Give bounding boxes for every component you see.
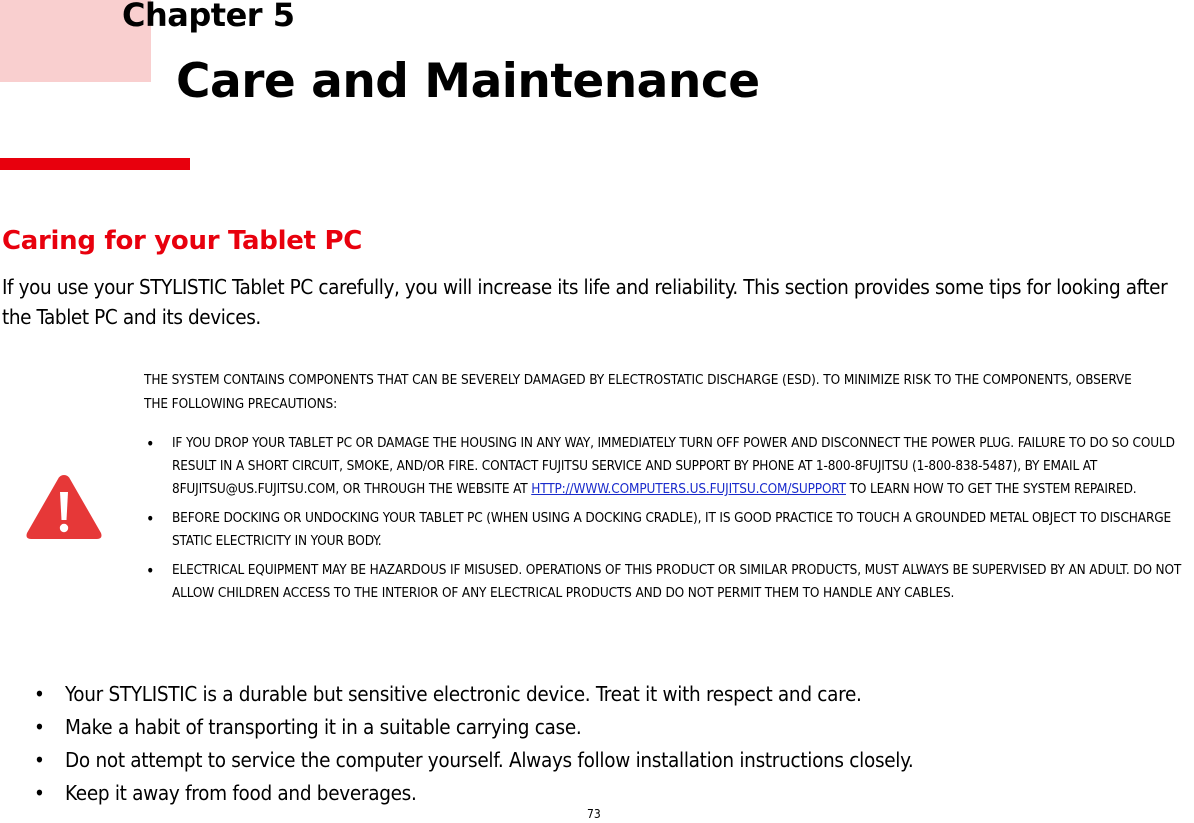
bullet: • (146, 561, 155, 580)
caution-item (144, 507, 1189, 553)
care-tip (34, 777, 913, 810)
chapter-title: Care and Maintenance (176, 54, 760, 109)
care-tips-list (34, 678, 913, 810)
care-tip-text: Make a habit of transporting it in a suitable carrying case. (65, 715, 582, 739)
care-tip-text: Your STYLISTIC is a durable but sensitive electronic device. Treat it with respect and care. (65, 682, 862, 706)
bullet: • (34, 682, 45, 706)
chapter-divider (0, 158, 190, 170)
care-tip (34, 744, 913, 777)
support-link[interactable]: HTTP://WWW.COMPUTERS.US.FUJITSU.COM/SUPPORT (531, 481, 846, 497)
bullet: • (34, 748, 45, 772)
caution-item-text: BEFORE DOCKING OR UNDOCKING YOUR TABLET PC (WHEN USING A DOCKING CRADLE), IT IS GOOD PRACTICE TO TOUCH A GROUNDED METAL OBJECT TO DISCHARGE STATIC ELECTRICITY IN YOUR BODY. (172, 510, 1172, 549)
caution-list (144, 432, 1189, 611)
page-number: 73 (587, 807, 601, 821)
bullet: • (34, 781, 45, 805)
bullet: • (34, 715, 45, 739)
caution-item-text: TO LEARN HOW TO GET THE SYSTEM REPAIRED. (845, 481, 1137, 497)
bullet: • (146, 434, 155, 453)
caution-heading: THE SYSTEM CONTAINS COMPONENTS THAT CAN BE SEVERELY DAMAGED BY ELECTROSTATIC DISCHARGE (ESD). TO MINIMIZE RISK TO THE COMPONENTS, OBSERVE THE FOLLOWING PRECAUTIONS: (144, 372, 1132, 412)
care-tip (34, 711, 913, 744)
chapter-label: Chapter 5 (122, 0, 295, 34)
care-tip-text: Do not attempt to service the computer yourself. Always follow installation instructions closely. (65, 748, 914, 772)
caution-item (144, 432, 1189, 501)
caution-item-text: IF YOU DROP YOUR TABLET PC OR DAMAGE THE HOUSING IN ANY WAY, IMMEDIATELY TURN OFF POWER AND DISCONNECT THE POWER PLUG. FAILURE TO DO SO COULD RESULT IN A SHORT CIRCUIT, SMOKE, AND/OR FIRE. CONTACT FUJITSU SERVICE AND SUPPORT BY PHONE AT 1-800-8FUJITSU (1-800-838-5487), BY EMAIL AT 8FUJITSU@US.FUJITSU.COM, OR THROUGH THE WEBSITE AT (172, 435, 1175, 497)
care-tip-text: Keep it away from food and beverages. (65, 781, 417, 805)
section-heading: Caring for your Tablet PC (2, 226, 362, 256)
bullet: • (146, 509, 155, 528)
caution-item-text: ELECTRICAL EQUIPMENT MAY BE HAZARDOUS IF MISUSED. OPERATIONS OF THIS PRODUCT OR SIMILAR PRODUCTS, MUST ALWAYS BE SUPERVISED BY AN ADULT. DO NOT ALLOW CHILDREN ACCESS TO THE INTERIOR OF ANY ELECTRICAL PRODUCTS AND DO NOT PERMIT THEM TO HANDLE ANY CABLES. (172, 562, 1182, 601)
care-tip (34, 678, 913, 711)
caution-item (144, 559, 1189, 605)
warning-triangle-icon (24, 472, 104, 542)
section-intro: If you use your STYLISTIC Tablet PC carefully, you will increase its life and reliability. This section provides some tips for looking after the Tablet PC and its devices. (2, 275, 1168, 329)
